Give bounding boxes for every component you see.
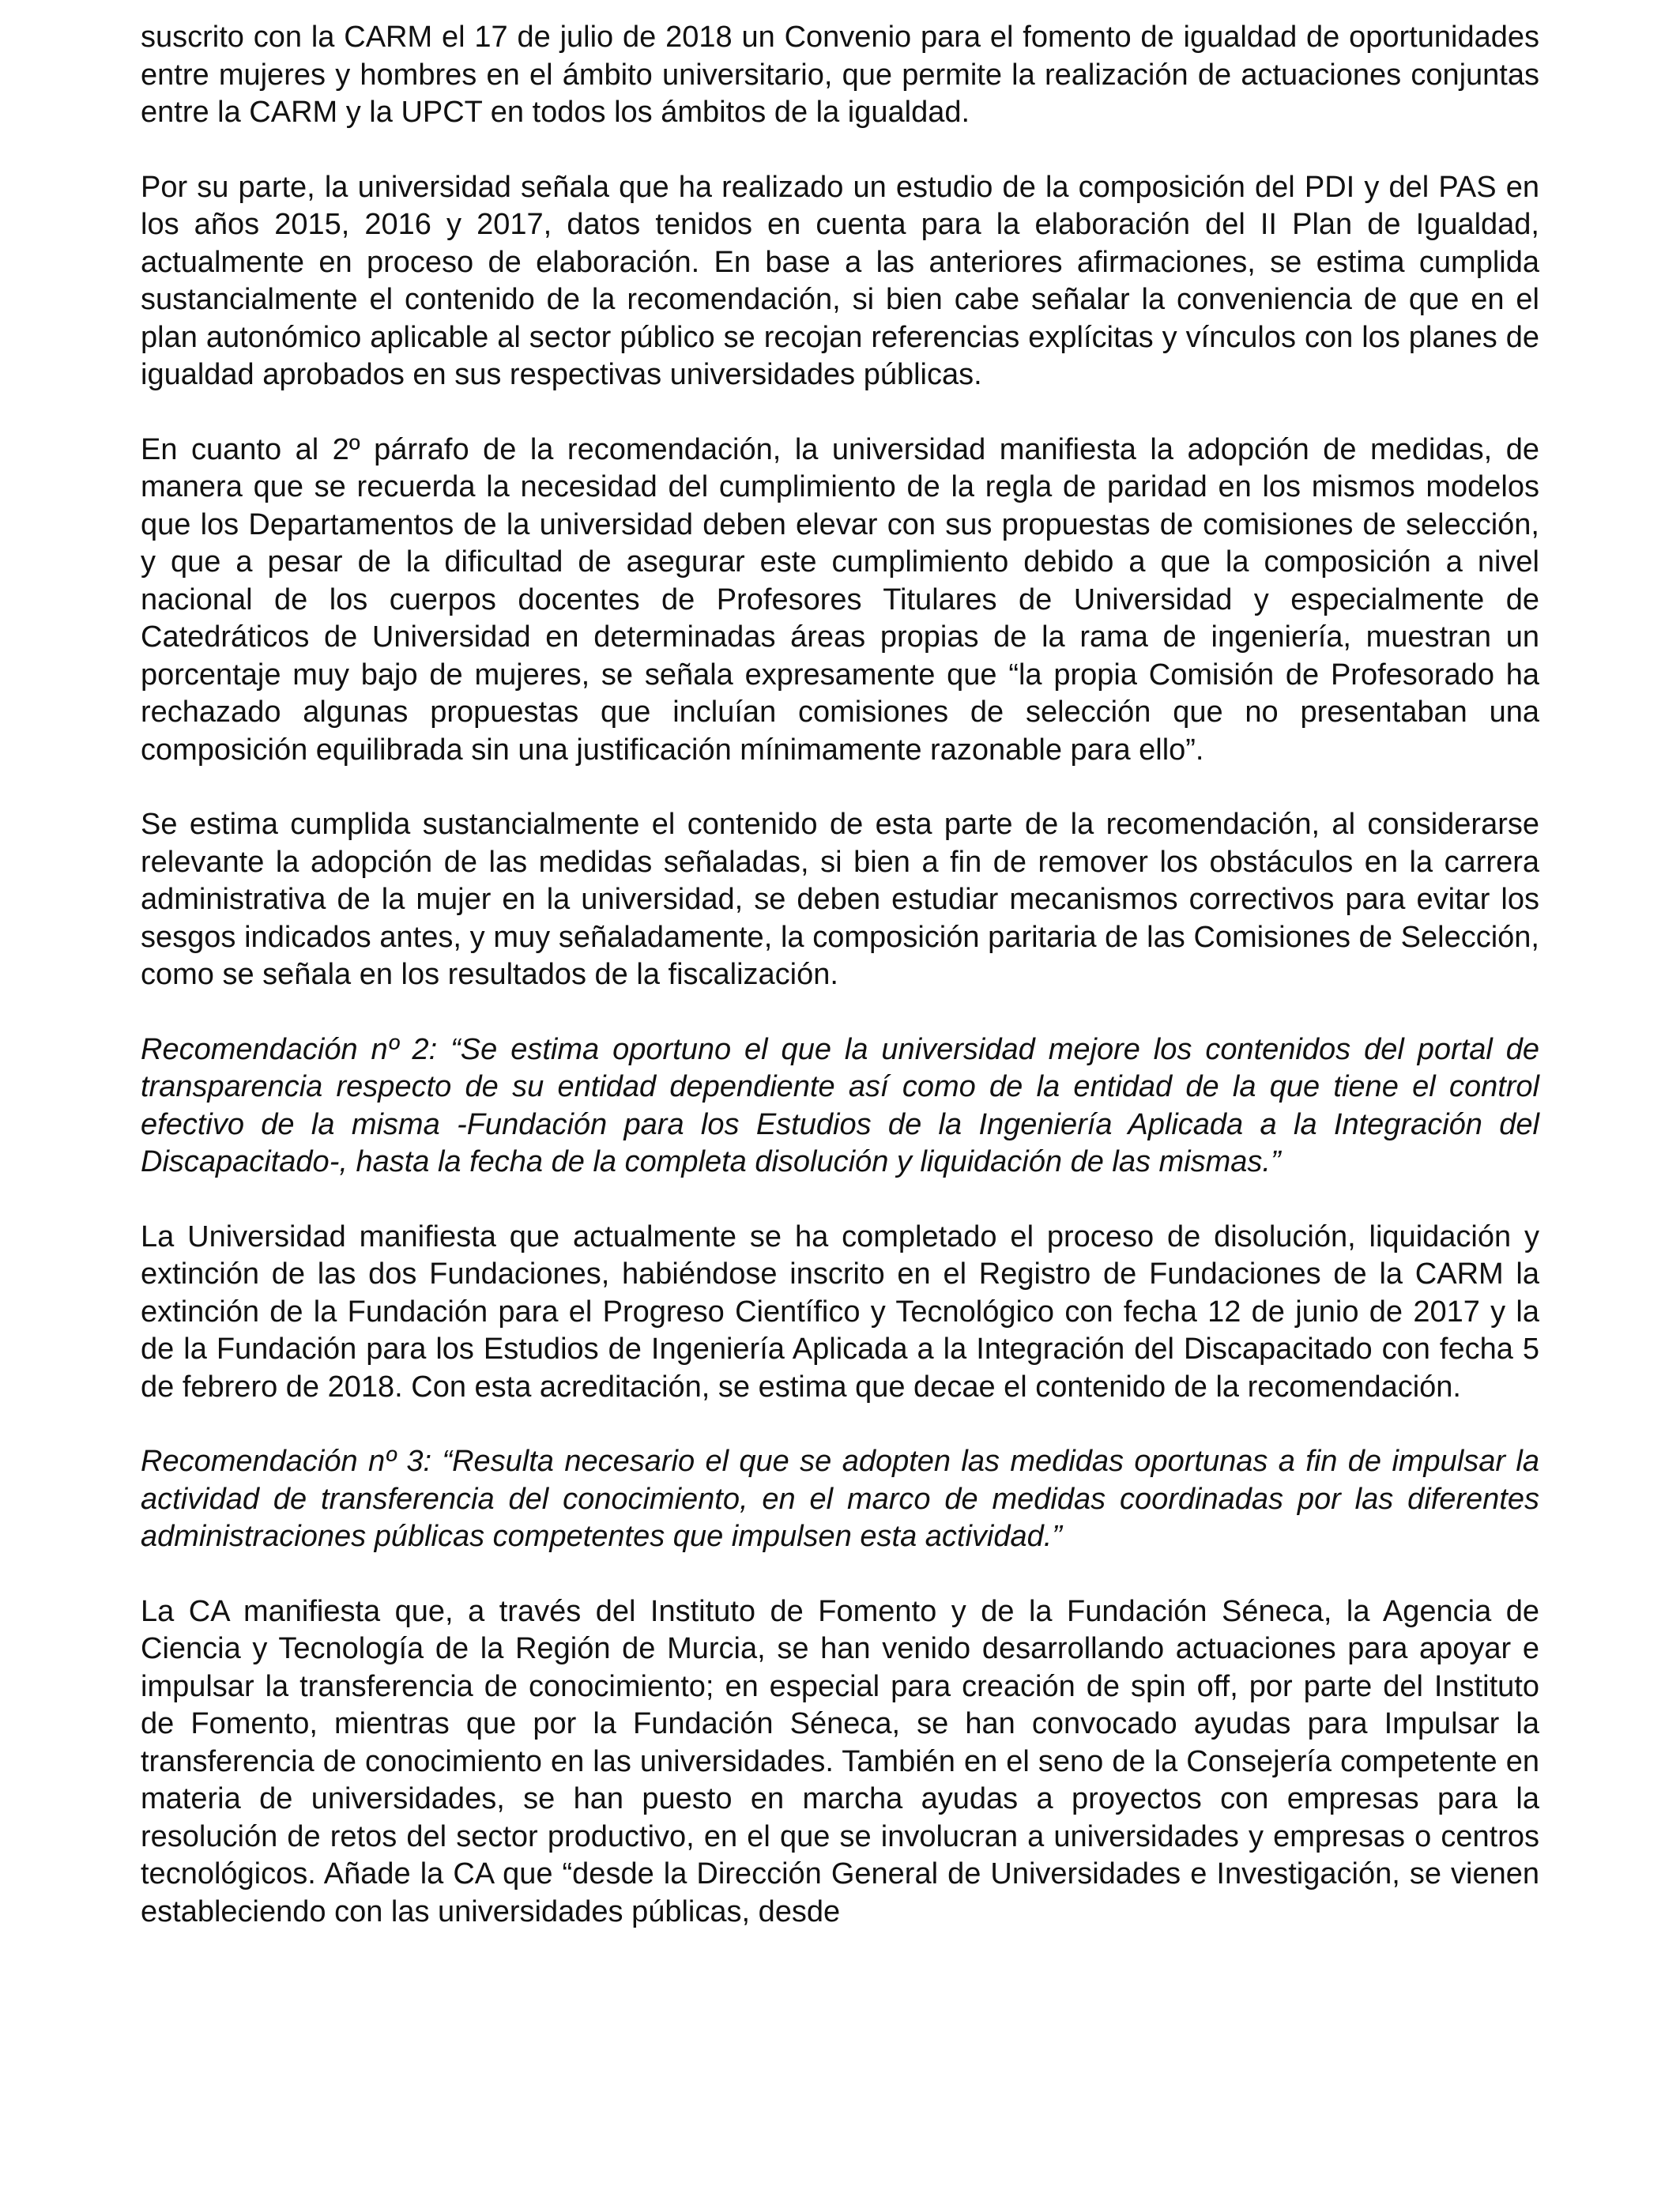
paragraph-estudio-pdi-pas: Por su parte, la universidad señala que ha realizado un estudio de la composición del PDI y del PAS en los años 2015, 2016 y 2017, datos tenidos en cuenta para la elaboración del II Plan de Igualdad, actualmente en proceso de elaboración. En base a las anteriores afirmaciones, se estima cumplida sustancialmente el contenido de la recomendación, si bien cabe señalar la conveniencia de que en el plan autonómico aplicable al sector público se recojan referencias explícitas y vínculos con los planes de igualdad aprobados en sus respectivas universidades públicas.: [141, 170, 1539, 391]
paragraph-recomendacion-2: Recomendación nº 2: “Se estima oportuno el que la universidad mejore los contenidos del portal de transparencia respecto de su entidad dependiente así como de la entidad de la que tiene el control efectivo de la misma -Fundación para los Estudios de la Ingeniería Aplicada a la Integración del Discapacitado-, hasta la fecha de la completa disolución y liquidación de las mismas.”: [141, 1032, 1539, 1178]
paragraph-cumplida-sustancialmente: Se estima cumplida sustancialmente el contenido de esta parte de la recomendación, al considerarse relevante la adopción de las medidas señaladas, si bien a fin de remover los obstáculos en la carrera administrativa de la mujer en la universidad, se deben estudiar mecanismos correctivos para evitar los sesgos indicados antes, y muy señaladamente, la composición paritaria de las Comisiones de Selección, como se señala en los resultados de la fiscalización.: [141, 808, 1539, 991]
paragraph-convenio-igualdad: suscrito con la CARM el 17 de julio de 2018 un Convenio para el fomento de igualdad de oportunidades entre mujeres y hombres en el ámbito universitario, que permite la realización de actuaciones conjuntas entre la CARM y la UPCT en todos los ámbitos de la igualdad.: [141, 21, 1539, 129]
document-page: [141, 19, 1539, 1968]
paragraph-transferencia-conocimiento: La CA manifiesta que, a través del Instituto de Fomento y de la Fundación Séneca, la Agencia de Ciencia y Tecnología de la Región de Murcia, se han venido desarrollando actuaciones para apoyar e impulsar la transferencia de conocimiento; en especial para creación de spin off, por parte del Instituto de Fomento, mientras que por la Fundación Séneca, se han convocado ayudas para Impulsar la transferencia de conocimiento en las universidades. También en el seno de la Consejería competente en materia de universidades, se han puesto en marcha ayudas a proyectos con empresas para la resolución de retos del sector productivo, en el que se involucran a universidades y empresas o centros tecnológicos. Añade la CA que “desde la Dirección General de Universidades e Investigación, se vienen estableciendo con las universidades públicas, desde: [141, 1594, 1539, 1928]
paragraph-recomendacion-3: Recomendación nº 3: “Resulta necesario el que se adopten las medidas oportunas a fin de impulsar la actividad de transferencia del conocimiento, en el marco de medidas coordinadas por las diferentes administraciones públicas competentes que impulsen esta actividad.”: [141, 1445, 1539, 1553]
paragraph-segundo-parrafo-recomendacion: En cuanto al 2º párrafo de la recomendación, la universidad manifiesta la adopción de medidas, de manera que se recuerda la necesidad del cumplimiento de la regla de paridad en los mismos modelos que los Departamentos de la universidad deben elevar con sus propuestas de comisiones de selección, y que a pesar de la dificultad de asegurar este cumplimiento debido a que la composición a nivel nacional de los cuerpos docentes de Profesores Titulares de Universidad y especialmente de Catedráticos de Universidad en determinadas áreas propias de la rama de ingeniería, muestran un porcentaje muy bajo de mujeres, se señala expresamente que “la propia Comisión de Profesorado ha rechazado algunas propuestas que incluían comisiones de selección que no presentaban una composición equilibrada sin una justificación mínimamente razonable para ello”.: [141, 432, 1539, 767]
paragraph-disolucion-fundaciones: La Universidad manifiesta que actualmente se ha completado el proceso de disolución, liquidación y extinción de las dos Fundaciones, habiéndose inscrito en el Registro de Fundaciones de la CARM la extinción de la Fundación para el Progreso Científico y Tecnológico con fecha 12 de junio de 2017 y la de la Fundación para los Estudios de Ingeniería Aplicada a la Integración del Discapacitado con fecha 5 de febrero de 2018. Con esta acreditación, se estima que decae el contenido de la recomendación.: [141, 1220, 1539, 1404]
